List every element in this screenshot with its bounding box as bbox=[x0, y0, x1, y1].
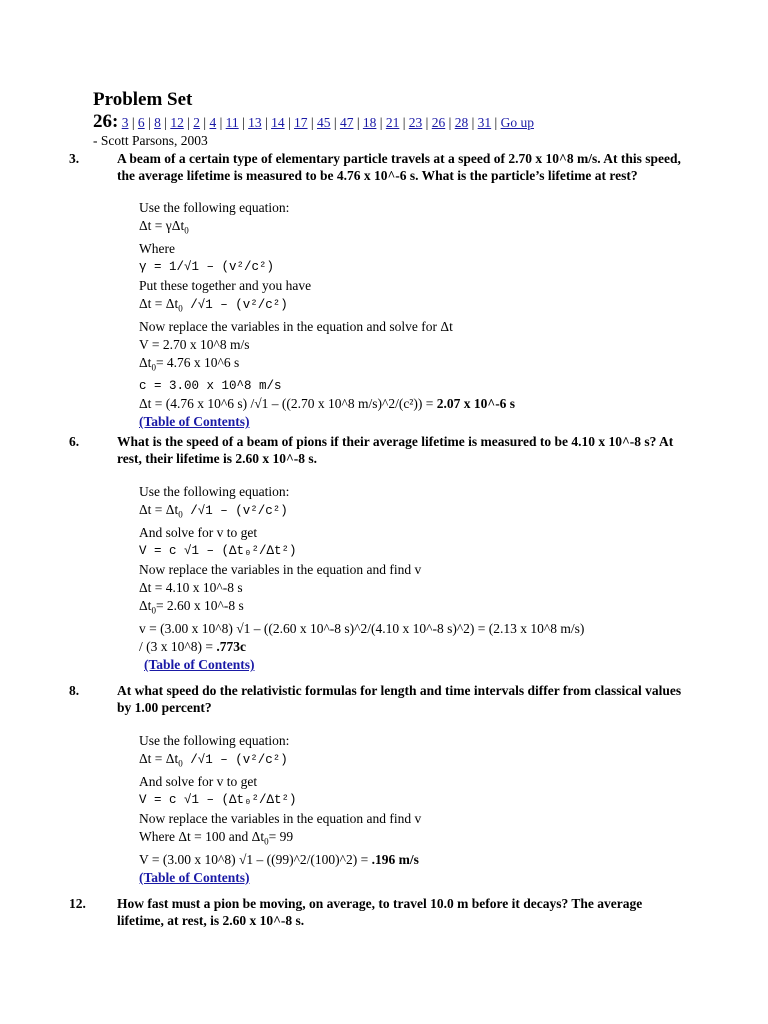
problem-link-2[interactable]: 2 bbox=[193, 115, 201, 130]
solution-line: Now replace the variables in the equation and solve for Δt bbox=[139, 318, 453, 334]
table-of-contents-link[interactable]: (Table of Contents) bbox=[139, 414, 250, 430]
equation-line: $\Delta t = \Delta t_0$ /√1 – (v²/c²) bbox=[139, 751, 288, 769]
equation-line: $\Delta t = \Delta t_0$ /√1 – (v²/c²) bbox=[139, 502, 288, 520]
solution-6 bbox=[139, 483, 699, 674]
page-title: Problem Set bbox=[93, 89, 193, 110]
link-separator: | bbox=[353, 115, 363, 130]
link-separator: | bbox=[200, 115, 210, 130]
problem-link-47[interactable]: 47 bbox=[339, 115, 354, 130]
answer-line: V = (3.00 x 10^8) √1 – ((99)^2/(100)^2) = .196 m/s bbox=[139, 851, 419, 867]
answer-line: / (3 x 10^8) = .773c bbox=[139, 639, 246, 654]
answer: .773c bbox=[216, 639, 246, 654]
set-number: 26: bbox=[93, 111, 119, 132]
problem-link-26[interactable]: 26 bbox=[431, 115, 446, 130]
problem-link-17[interactable]: 17 bbox=[294, 115, 308, 130]
problem-link-6[interactable]: 6 bbox=[137, 115, 145, 130]
equation-line: V = c √1 – (Δt₀²/Δt²) bbox=[139, 544, 297, 559]
problem-link-23[interactable]: 23 bbox=[408, 115, 423, 130]
link-separator: | bbox=[183, 115, 194, 130]
problem-link-28[interactable]: 28 bbox=[454, 115, 469, 130]
link-separator: | bbox=[216, 115, 226, 130]
problem-link-4[interactable]: 4 bbox=[209, 115, 217, 130]
value-line: Δt = 4.10 x 10^-8 s bbox=[139, 579, 243, 595]
go-up-link[interactable]: Go up bbox=[500, 115, 534, 130]
problem-link-18[interactable]: 18 bbox=[362, 115, 377, 130]
link-separator: | bbox=[261, 115, 272, 130]
solution-line: Where bbox=[139, 241, 175, 257]
answer: .196 m/s bbox=[371, 851, 419, 867]
link-separator: | bbox=[307, 115, 317, 130]
link-separator: | bbox=[330, 115, 340, 130]
problem-link-31[interactable]: 31 bbox=[477, 115, 492, 130]
link-separator: | bbox=[445, 115, 455, 130]
solution-line: Now replace the variables in the equation and find v bbox=[139, 561, 422, 577]
problem-link-12[interactable]: 12 bbox=[170, 115, 184, 130]
link-separator: | bbox=[238, 115, 249, 130]
link-separator: | bbox=[128, 115, 138, 130]
equation-line: γ = 1/√1 – (v²/c²) bbox=[139, 260, 275, 275]
link-separator: | bbox=[468, 115, 478, 130]
question-number: 3. bbox=[69, 151, 80, 166]
solution-line: Use the following equation: bbox=[139, 733, 290, 748]
solution-line: Put these together and you have bbox=[139, 277, 312, 293]
question-text: A beam of a certain type of elementary particle travels at a speed of 2.70 x 10^8 m/s. At this speed, the average lifetime is measured to be 4.76 x 10^-6 s. What is the particle’s lifetime at rest? bbox=[117, 151, 681, 183]
problem-link-3[interactable]: 3 bbox=[121, 115, 129, 130]
answer-line: Δt = (4.76 x 10^6 s) /√1 – ((2.70 x 10^8 m/s)^2/(c²)) = 2.07 x 10^-6 s bbox=[139, 396, 516, 412]
problem-link-list bbox=[122, 115, 534, 130]
table-of-contents-link[interactable]: (Table of Contents) bbox=[139, 869, 250, 885]
link-separator: | bbox=[399, 115, 409, 130]
link-separator: | bbox=[491, 115, 501, 130]
answer: 2.07 x 10^-6 s bbox=[436, 396, 516, 412]
value-line: c = 3.00 x 10^8 m/s bbox=[139, 378, 282, 393]
problem-link-21[interactable]: 21 bbox=[385, 115, 400, 130]
question-number: 12. bbox=[69, 896, 86, 911]
solution-line: And solve for v to get bbox=[139, 525, 258, 541]
question-6 bbox=[69, 433, 683, 467]
value-line: $\Delta t_0= 2.60$ x 10^-8 s bbox=[139, 597, 244, 616]
question-number: 8. bbox=[69, 683, 80, 698]
link-separator: | bbox=[144, 115, 155, 130]
equation-line: v = (3.00 x 10^8) √1 – ((2.60 x 10^-8 s)^2/(4.10 x 10^-8 s)^2) = (2.13 x 10^8 m/s) bbox=[139, 620, 585, 636]
problem-link-11[interactable]: 11 bbox=[225, 115, 239, 130]
value-line: Where Δt = 100 and $\Delta t_0= 99$ bbox=[139, 828, 294, 847]
link-separator: | bbox=[284, 115, 295, 130]
solution-line: Use the following equation: bbox=[139, 200, 290, 215]
equation-line: Δt = γΔt$_0$ bbox=[139, 218, 189, 236]
question-8 bbox=[69, 682, 683, 716]
problem-link-8[interactable]: 8 bbox=[154, 115, 161, 130]
question-12 bbox=[69, 895, 683, 929]
question-text: What is the speed of a beam of pions if their average lifetime is measured to be 4.10 x 10^-8 s? At rest, their lifetime is 2.60 x 10^-8 s. bbox=[117, 434, 674, 466]
link-separator: | bbox=[376, 115, 386, 130]
solution-3 bbox=[139, 199, 699, 432]
problem-link-13[interactable]: 13 bbox=[248, 115, 262, 130]
value-line: V = 2.70 x 10^8 m/s bbox=[139, 336, 250, 352]
solution-line: And solve for v to get bbox=[139, 774, 258, 790]
value-line: $\Delta t_0= 4.76$ x 10^6 s bbox=[139, 355, 240, 373]
link-separator: | bbox=[422, 115, 432, 130]
question-3 bbox=[69, 150, 683, 184]
question-text: How fast must a pion be moving, on average, to travel 10.0 m before it decays? The average lifetime, at rest, is 2.60 x 10^-8 s. bbox=[117, 896, 643, 928]
solution-line: Now replace the variables in the equation and find v bbox=[139, 810, 422, 826]
table-of-contents-link[interactable]: (Table of Contents) bbox=[144, 657, 255, 673]
question-text: At what speed do the relativistic formulas for length and time intervals differ from classical values by 1.00 percent? bbox=[117, 683, 682, 715]
link-separator: | bbox=[160, 115, 171, 130]
problem-link-14[interactable]: 14 bbox=[271, 115, 285, 130]
solution-8 bbox=[139, 732, 699, 887]
problem-link-45[interactable]: 45 bbox=[316, 115, 331, 130]
equation-line: $\Delta t = \Delta t_0$ /√1 – (v²/c²) bbox=[139, 295, 288, 314]
solution-line: Use the following equation: bbox=[139, 484, 290, 499]
problem-nav bbox=[93, 111, 534, 134]
equation-line: V = c √1 – (Δt₀²/Δt²) bbox=[139, 793, 297, 808]
question-number: 6. bbox=[69, 434, 80, 449]
author-line: - Scott Parsons, 2003 bbox=[93, 133, 208, 148]
